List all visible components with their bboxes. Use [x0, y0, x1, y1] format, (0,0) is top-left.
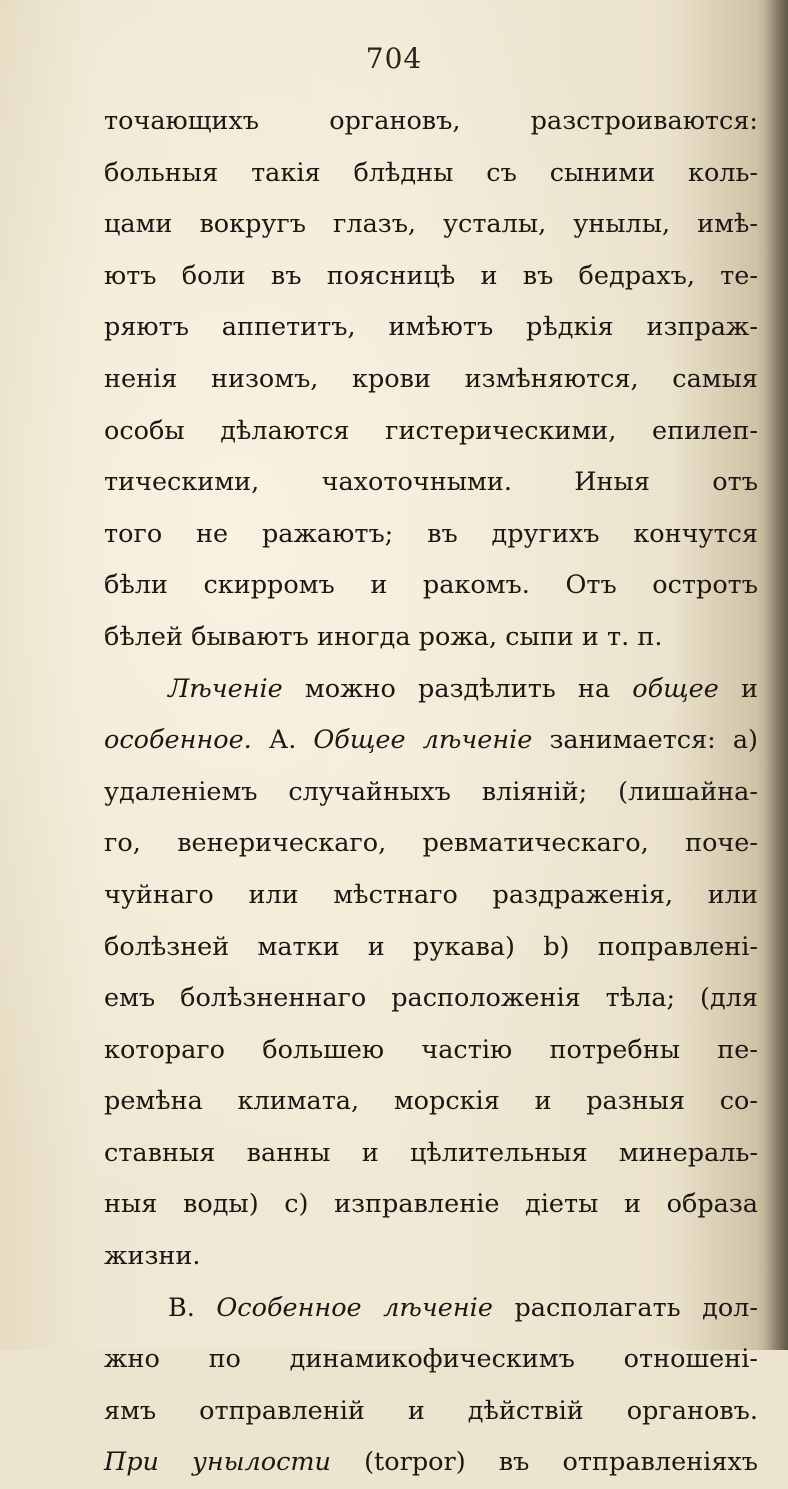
text-run: ненія низомъ, крови измѣняются, самыя [104, 363, 758, 394]
text-run: цами вокругъ глазъ, усталы, унылы, имѣ- [104, 209, 758, 240]
text-run: ямъ отправленій и дѣйствій органовъ. [104, 1395, 758, 1426]
text-line [104, 1437, 758, 1489]
text-run: чуйнаго или мѣстнаго раздраженія, или [104, 879, 758, 910]
text-line [104, 818, 758, 870]
text-line [104, 1231, 758, 1283]
text-run: и [718, 673, 758, 704]
text-run: В. [168, 1292, 217, 1323]
text-line [104, 870, 758, 922]
text-line [104, 560, 758, 612]
text-line [104, 664, 758, 716]
text-line [104, 1128, 758, 1180]
text-line [104, 922, 758, 974]
text-run: ремѣна климата, морскія и разныя со- [104, 1086, 758, 1117]
text-line [104, 715, 758, 767]
text-run: того не ражаютъ; въ другихъ кончутся [104, 518, 758, 549]
text-line [104, 1076, 758, 1128]
italic-phrase: При унылости [104, 1447, 331, 1478]
italic-phrase: Особенное лѣченіе [216, 1292, 493, 1323]
text-line [104, 973, 758, 1025]
text-line [104, 148, 758, 200]
text-line [104, 767, 758, 819]
page-number: 704 [365, 42, 423, 75]
italic-phrase: особенное. [104, 725, 252, 756]
text-run: занимается: а) [532, 725, 759, 756]
text-line [104, 251, 758, 303]
text-run: тическими, чахоточными. Иныя отъ [104, 467, 758, 498]
text-line [104, 1025, 758, 1077]
text-run: точающихъ органовъ, разстроиваются: [104, 106, 758, 136]
text-line [104, 96, 758, 148]
text-run: жно по динамикофическимъ отношені- [104, 1344, 758, 1375]
text-run: больныя такія блѣдны съ сыними коль- [104, 157, 758, 188]
text-run: ряютъ аппетитъ, имѣютъ рѣдкія изпраж- [104, 312, 758, 343]
text-line [104, 1386, 758, 1438]
text-run: бѣлей бываютъ иногда рожа, сыпи и т. п. [104, 621, 663, 652]
text-line [104, 406, 758, 458]
text-run: жизни. [104, 1241, 201, 1272]
text-run: бѣли скирромъ и ракомъ. Отъ остротъ [104, 570, 758, 601]
page-edge-shadow [766, 0, 788, 1350]
italic-phrase: общее [632, 673, 719, 704]
text-line [104, 612, 758, 664]
body-text [104, 96, 758, 1489]
text-run: ныя воды) с) изправленіе діеты и образа [104, 1189, 758, 1220]
text-run: удаленіемъ случайныхъ вліяній; (лишайна- [104, 776, 758, 807]
text-run: А. [251, 725, 314, 756]
text-line [104, 1283, 758, 1335]
text-run: (torpor) въ отправленіяхъ [330, 1447, 759, 1478]
italic-phrase: Лѣченіе [168, 673, 283, 704]
text-line [104, 302, 758, 354]
text-run: ютъ боли въ поясницѣ и въ бедрахъ, те- [104, 260, 758, 291]
text-run: болѣзней матки и рукава) b) поправлені- [104, 931, 758, 962]
text-run: особы дѣлаются гистерическими, епилеп- [104, 415, 758, 446]
text-line [104, 1179, 758, 1231]
text-line [104, 354, 758, 406]
text-line [104, 1334, 758, 1386]
text-run: го, венерическаго, ревматическаго, поче- [104, 828, 758, 859]
text-line [104, 457, 758, 509]
text-line [104, 509, 758, 561]
text-line [104, 199, 758, 251]
italic-phrase: Общее лѣченіе [313, 725, 533, 756]
text-run: можно раздѣлить на [282, 673, 633, 704]
text-run: располагать дол- [492, 1292, 758, 1323]
text-run: емъ болѣзненнаго расположенія тѣла; (для [104, 983, 758, 1014]
text-run: котораго большею частію потребны пе- [104, 1034, 758, 1065]
text-run: ставныя ванны и цѣлительныя минераль- [104, 1137, 758, 1168]
